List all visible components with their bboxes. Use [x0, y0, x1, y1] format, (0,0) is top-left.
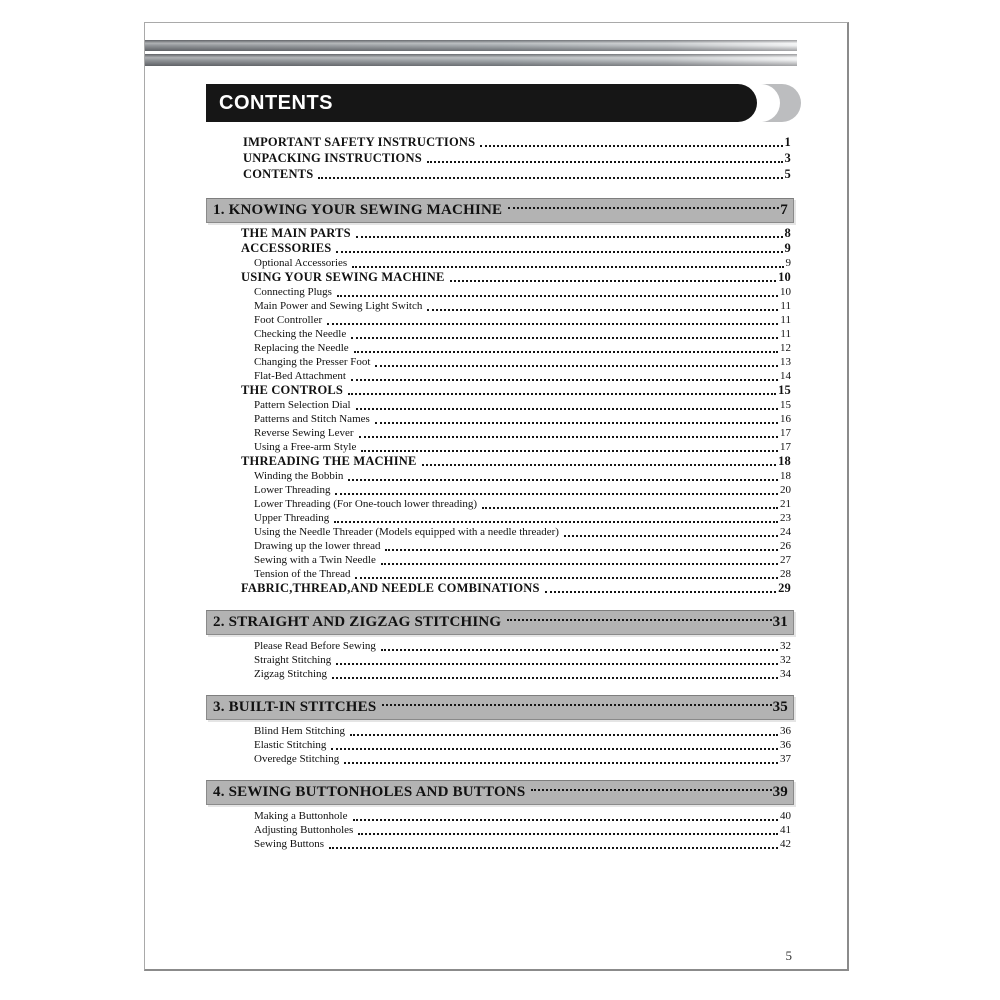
dot-leader — [427, 161, 783, 163]
dot-leader — [354, 351, 778, 353]
dot-leader — [359, 436, 778, 438]
toc-entry-row — [243, 150, 791, 166]
dot-leader — [335, 493, 778, 495]
toc-entry-label: Main Power and Sewing Light Switch — [254, 300, 423, 312]
dot-leader — [381, 649, 778, 651]
dot-leader — [355, 577, 778, 579]
toc-entry-page: 15 — [780, 399, 791, 411]
dot-leader — [334, 521, 778, 523]
toc-entry-page: 18 — [778, 454, 791, 468]
toc-entry-label: THE MAIN PARTS — [241, 226, 351, 240]
toc-entry-row — [241, 241, 791, 256]
toc-entry-row — [241, 426, 791, 440]
toc-entry-row — [241, 581, 791, 596]
toc-entry-label: UNPACKING INSTRUCTIONS — [243, 151, 422, 165]
toc-entry-row — [241, 341, 791, 355]
header-black-bar — [206, 84, 757, 122]
dot-leader — [356, 408, 778, 410]
section-page: 35 — [772, 699, 788, 715]
toc-entry-row — [241, 299, 791, 313]
section-title: 2. STRAIGHT AND ZIGZAG STITCHING — [213, 614, 502, 630]
dot-leader — [350, 734, 778, 736]
toc-entry-label: Using a Free-arm Style — [254, 441, 357, 453]
section-title: 1. KNOWING YOUR SEWING MACHINE — [213, 202, 503, 218]
toc-entry-row — [241, 497, 791, 511]
toc-entry-row — [241, 553, 791, 567]
toc-entry-label: THREADING THE MACHINE — [241, 454, 417, 468]
toc-entry-row — [241, 837, 791, 851]
dot-leader — [331, 748, 778, 750]
section-entries — [241, 639, 791, 681]
toc-entry-page: 15 — [778, 383, 791, 397]
toc-entry-label: Pattern Selection Dial — [254, 399, 351, 411]
toc-entry-label: ACCESSORIES — [241, 241, 332, 255]
contents-header — [206, 84, 801, 122]
section-page: 7 — [780, 202, 788, 218]
toc-entry-page: 8 — [784, 226, 791, 240]
toc-entry-page: 1 — [784, 135, 791, 149]
toc-entry-page: 29 — [778, 581, 791, 595]
dot-leader — [361, 450, 778, 452]
toc-entry-page: 9 — [784, 241, 791, 255]
toc-entry-row — [241, 369, 791, 383]
dot-leader — [381, 563, 778, 565]
toc-entry-label: Adjusting Buttonholes — [254, 824, 354, 836]
toc-entry-page: 12 — [780, 342, 791, 354]
dot-leader — [336, 251, 782, 253]
dot-leader — [358, 833, 778, 835]
dot-leader — [336, 663, 778, 665]
dot-leader — [375, 365, 778, 367]
dot-leader — [427, 309, 778, 311]
toc-entry-row — [241, 752, 791, 766]
toc-entry-row — [241, 738, 791, 752]
toc-sections — [145, 198, 847, 851]
toc-entry-label: Changing the Presser Foot — [254, 356, 371, 368]
dot-leader — [545, 591, 776, 593]
toc-entry-label: Making a Buttonhole — [254, 810, 348, 822]
toc-entry-label: CONTENTS — [243, 167, 314, 181]
toc-entry-label: Connecting Plugs — [254, 286, 332, 298]
section-entries — [241, 226, 791, 596]
toc-entry-row — [241, 469, 791, 483]
dot-leader — [351, 379, 778, 381]
section-header-bar — [206, 198, 794, 223]
toc-entry-page: 42 — [780, 838, 791, 850]
section-header-bar — [206, 610, 794, 635]
toc-entry-page: 17 — [780, 441, 791, 453]
section-page: 31 — [772, 614, 788, 630]
toc-entry-label: Blind Hem Stitching — [254, 725, 346, 737]
section-header-bar — [206, 695, 794, 720]
toc-entry-label: Sewing Buttons — [254, 838, 324, 850]
toc-section — [145, 780, 847, 851]
toc-entry-label: Lower Threading — [254, 484, 331, 496]
toc-entry-label: FABRIC,THREAD,AND NEEDLE COMBINATIONS — [241, 581, 540, 595]
dot-leader — [352, 266, 783, 268]
dot-leader — [450, 280, 777, 282]
metal-stripe — [145, 54, 797, 66]
page-number: 5 — [785, 948, 792, 963]
toc-section — [145, 610, 847, 681]
dot-leader — [356, 236, 783, 238]
toc-entry-label: Sewing with a Twin Needle — [254, 554, 376, 566]
toc-entry-label: Please Read Before Sewing — [254, 640, 376, 652]
toc-entry-page: 27 — [780, 554, 791, 566]
toc-entry-label: Foot Controller — [254, 314, 323, 326]
toc-entry-page: 21 — [780, 498, 791, 510]
toc-entry-row — [241, 270, 791, 285]
toc-entry-page: 26 — [780, 540, 791, 552]
toc-entry-label: Upper Threading — [254, 512, 330, 524]
toc-entry-page: 34 — [780, 668, 791, 680]
toc-entry-page: 41 — [780, 824, 791, 836]
toc-entry-row — [241, 809, 791, 823]
toc-entry-row — [241, 511, 791, 525]
toc-entry-row — [241, 724, 791, 738]
toc-entry-page: 32 — [780, 640, 791, 652]
toc-entry-row — [241, 823, 791, 837]
dot-leader — [531, 789, 771, 791]
toc-entry-label: Optional Accessories — [254, 257, 348, 269]
front-matter-list — [243, 134, 791, 182]
toc-entry-label: Checking the Needle — [254, 328, 347, 340]
dot-leader — [385, 549, 778, 551]
toc-entry-row — [241, 256, 791, 270]
toc-entry-label: THE CONTROLS — [241, 383, 344, 397]
toc-entry-page: 9 — [785, 257, 791, 269]
manual-page — [144, 22, 849, 971]
toc-entry-row — [241, 440, 791, 454]
toc-entry-page: 14 — [780, 370, 791, 382]
toc-entry-page: 10 — [778, 270, 791, 284]
toc-entry-page: 24 — [780, 526, 791, 538]
toc-entry-page: 37 — [780, 753, 791, 765]
dot-leader — [382, 704, 771, 706]
toc-entry-label: Replacing the Needle — [254, 342, 349, 354]
toc-entry-row — [241, 667, 791, 681]
dot-leader — [329, 847, 778, 849]
toc-section — [145, 695, 847, 766]
toc-entry-row — [241, 539, 791, 553]
toc-entry-page: 16 — [780, 413, 791, 425]
toc-entry-row — [241, 355, 791, 369]
dot-leader — [375, 422, 778, 424]
toc-entry-label: Straight Stitching — [254, 654, 332, 666]
toc-entry-row — [241, 483, 791, 497]
dot-leader — [480, 145, 782, 147]
dot-leader — [337, 295, 778, 297]
toc-entry-label: Reverse Sewing Lever — [254, 427, 354, 439]
toc-section — [145, 198, 847, 596]
toc-entry-page: 23 — [780, 512, 791, 524]
toc-entry-row — [241, 313, 791, 327]
toc-entry-page: 11 — [780, 300, 791, 312]
toc-entry-page: 11 — [780, 314, 791, 326]
toc-entry-row — [241, 412, 791, 426]
toc-entry-page: 20 — [780, 484, 791, 496]
toc-entry-label: Elastic Stitching — [254, 739, 327, 751]
dot-leader — [344, 762, 778, 764]
toc-entry-page: 40 — [780, 810, 791, 822]
dot-leader — [348, 393, 776, 395]
toc-entry-page: 32 — [780, 654, 791, 666]
toc-entry-row — [241, 383, 791, 398]
dot-leader — [564, 535, 778, 537]
toc-entry-label: Using the Needle Threader (Models equipped with a needle threader) — [254, 526, 559, 538]
toc-entry-label: Winding the Bobbin — [254, 470, 344, 482]
toc-entry-page: 3 — [784, 151, 791, 165]
section-title: 3. BUILT-IN STITCHES — [213, 699, 377, 715]
toc-entry-page: 36 — [780, 725, 791, 737]
dot-leader — [318, 177, 782, 179]
toc-entry-row — [241, 525, 791, 539]
toc-entry-row — [243, 134, 791, 150]
toc-entry-page: 36 — [780, 739, 791, 751]
dot-leader — [351, 337, 778, 339]
toc-entry-page: 13 — [780, 356, 791, 368]
section-entries — [241, 809, 791, 851]
dot-leader — [482, 507, 778, 509]
toc-entry-page: 5 — [784, 167, 791, 181]
section-entries — [241, 724, 791, 766]
dot-leader — [327, 323, 778, 325]
toc-entry-row — [241, 327, 791, 341]
section-page: 39 — [772, 784, 788, 800]
toc-entry-row — [241, 454, 791, 469]
page-title: CONTENTS — [219, 91, 333, 114]
toc-entry-label: Drawing up the lower thread — [254, 540, 381, 552]
dot-leader — [508, 207, 779, 209]
toc-entry-row — [241, 567, 791, 581]
toc-entry-label: Lower Threading (For One-touch lower threading) — [254, 498, 478, 510]
toc-entry-page: 18 — [780, 470, 791, 482]
dot-leader — [332, 677, 778, 679]
toc-entry-page: 28 — [780, 568, 791, 580]
toc-entry-row — [241, 653, 791, 667]
toc-entry-label: IMPORTANT SAFETY INSTRUCTIONS — [243, 135, 476, 149]
toc-entry-row — [241, 285, 791, 299]
dot-leader — [422, 464, 777, 466]
toc-entry-row — [241, 639, 791, 653]
toc-entry-label: Patterns and Stitch Names — [254, 413, 370, 425]
dot-leader — [353, 819, 779, 821]
toc-entry-row — [241, 226, 791, 241]
toc-entry-label: Tension of the Thread — [254, 568, 351, 580]
section-title: 4. SEWING BUTTONHOLES AND BUTTONS — [213, 784, 526, 800]
decorative-top-bars — [145, 40, 797, 66]
toc-entry-page: 17 — [780, 427, 791, 439]
toc-entry-row — [243, 166, 791, 182]
toc-entry-label: Zigzag Stitching — [254, 668, 328, 680]
dot-leader — [348, 479, 778, 481]
section-header-bar — [206, 780, 794, 805]
toc-entry-label: Flat-Bed Attachment — [254, 370, 346, 382]
toc-entry-row — [241, 398, 791, 412]
toc-entry-page: 11 — [780, 328, 791, 340]
toc-entry-page: 10 — [780, 286, 791, 298]
toc-entry-label: USING YOUR SEWING MACHINE — [241, 270, 445, 284]
dot-leader — [507, 619, 771, 621]
metal-stripe — [145, 40, 797, 51]
toc-entry-label: Overedge Stitching — [254, 753, 340, 765]
